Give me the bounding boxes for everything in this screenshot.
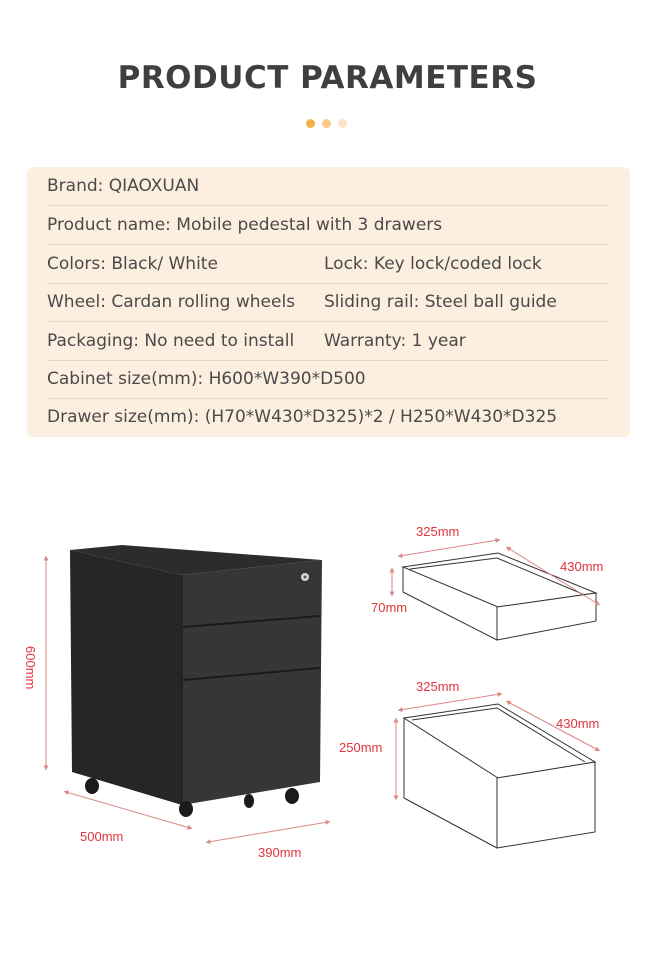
- large-drawer-width-label: 325mm: [416, 679, 460, 694]
- param-row-cabinet-size: [47, 360, 608, 399]
- packaging-text: Packaging: No need to install: [47, 331, 295, 351]
- param-row-drawer-size: [47, 398, 608, 436]
- cabinet-illustration: [70, 545, 322, 817]
- cabinet-width-label: 390mm: [258, 845, 302, 860]
- dimension-diagram: [0, 480, 655, 880]
- param-row-brand: [47, 167, 608, 206]
- param-row-colors-lock: [47, 245, 608, 284]
- param-row-packaging-warranty: [47, 322, 608, 361]
- product-name-text: Product name: Mobile pedestal with 3 drawers: [47, 215, 443, 235]
- decor-dot-1: [306, 119, 315, 128]
- cabinet-depth-label: 500mm: [80, 829, 124, 844]
- wheel-text: Wheel: Cardan rolling wheels: [47, 292, 296, 312]
- param-row-product-name: [47, 206, 608, 245]
- decor-dot-2: [322, 119, 331, 128]
- drawer-size-text: Drawer size(mm): (H70*W430*D325)*2 / H250*W430*D325: [47, 407, 558, 427]
- small-drawer-depth-label: 430mm: [560, 559, 604, 574]
- page-title: PRODUCT PARAMETERS: [117, 60, 538, 96]
- cabinet-height-label: 600mm: [23, 646, 38, 690]
- parameters-panel: [27, 167, 630, 437]
- param-row-wheel-rail: [47, 283, 608, 322]
- brand-text: Brand: QIAOXUAN: [47, 176, 200, 196]
- warranty-text: Warranty: 1 year: [324, 331, 466, 351]
- decor-dot-3: [338, 119, 347, 128]
- small-drawer-width-label: 325mm: [416, 524, 460, 539]
- sliding-rail-text: Sliding rail: Steel ball guide: [324, 292, 557, 312]
- small-drawer-height-label: 70mm: [371, 600, 408, 615]
- colors-text: Colors: Black/ White: [47, 254, 218, 274]
- large-drawer-height-label: 250mm: [339, 740, 383, 755]
- large-drawer-depth-label: 430mm: [556, 716, 600, 731]
- cabinet-size-text: Cabinet size(mm): H600*W390*D500: [47, 369, 366, 389]
- lock-text: Lock: Key lock/coded lock: [324, 254, 542, 274]
